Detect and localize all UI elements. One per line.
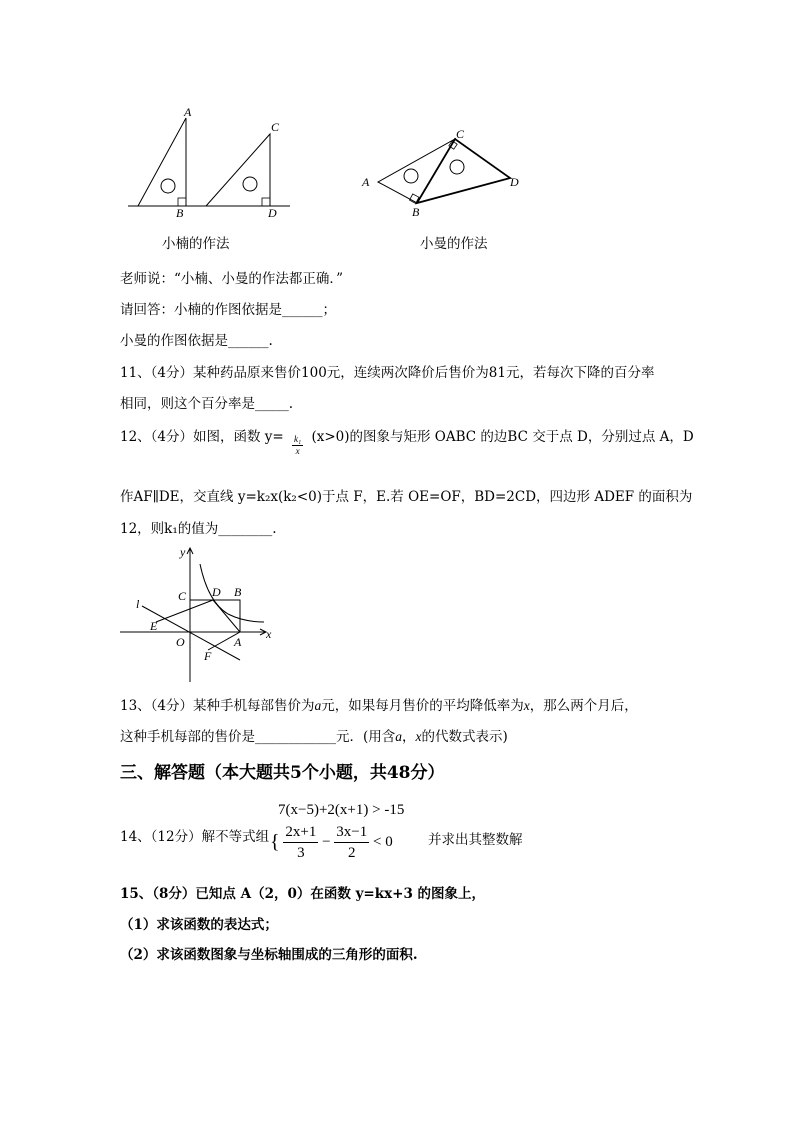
label-c2: C (456, 127, 465, 141)
q15-part-1: （1）求该函数的表达式； (120, 917, 278, 933)
graph-label-a: A (234, 635, 242, 649)
set-square-4 (417, 139, 510, 203)
set-square-3-hole (404, 169, 418, 183)
graph-label-l: l (136, 597, 140, 611)
caption-xiaoman: 小曼的作法 (420, 236, 488, 252)
q14-fraction-2: $\frac{3x-1}{2}$ (336, 824, 368, 861)
set-square-2-hole (243, 177, 257, 191)
q12-line3: 12，则k₁的值为________. (120, 521, 277, 537)
label-b: B (176, 206, 184, 220)
q12-line1-a: 12、（4分）如图，函数 y= (120, 429, 284, 445)
figure-coordinate-graph (116, 544, 280, 689)
segment-de (156, 600, 213, 622)
q15-part-2: （2）求该函数图象与坐标轴围成的三角形的面积. (120, 947, 418, 963)
graph-label-c: C (178, 589, 187, 603)
q14-inequality-2: { $\frac{2x+1}{3}$ − $\frac{3x-1}{2}$ < 0 (270, 824, 393, 861)
q12-line1-b: (x>0)的图象与矩形 OABC 的边BC 交于点 D，分别过点 A，D (311, 429, 694, 445)
section-heading: 三、解答题（本大题共5个小题，共48分） (120, 763, 445, 783)
right-angle-mark-d (262, 198, 270, 206)
figure-constructions (120, 100, 540, 225)
teacher-remark: 老师说：“小楠、小曼的作法都正确．” (120, 271, 344, 287)
set-square-1 (138, 118, 186, 206)
caption-xiaonan: 小楠的作法 (162, 236, 230, 252)
q14-inequality-1: 7(x−5)+2(x+1) > -15 (278, 802, 405, 818)
label-c: C (271, 120, 280, 134)
q14-prefix: 14、（12分）解不等式组 (120, 829, 270, 845)
var-x: x (523, 698, 530, 713)
q13-line2: 这种手机每部的售价是____________元．(用含a，x的代数式表示) (120, 729, 508, 745)
graph-label-y: y (180, 545, 186, 559)
label-a: A (184, 105, 192, 119)
k1-over-x-fraction: $\frac{\text{k₁}}{x}$ (294, 434, 302, 456)
q12-line2: 作AF∥DE，交直线 y=k₂x(k₂<0)于点 F，E.若 OE=OF，BD=2CD，四边形 ADEF 的面积为 (120, 489, 693, 505)
label-d: D (268, 206, 277, 220)
q14-fraction-1: $\frac{2x+1}{3}$ (285, 824, 317, 861)
set-square-2 (206, 134, 270, 206)
label-d2: D (510, 175, 519, 189)
q14-suffix: 并求出其整数解 (428, 832, 523, 848)
graph-label-b: B (234, 585, 242, 599)
set-square-1-hole (161, 179, 175, 193)
q13-line1: 13、（4分）某种手机每部售价为a元，如果每月售价的平均降低率为x，那么两个月后， (120, 698, 638, 714)
set-square-4-hole (450, 160, 464, 174)
q12-line1 (120, 426, 694, 456)
graph-label-o: O (176, 635, 185, 649)
var-a: a (314, 698, 322, 713)
label-a2: A (362, 175, 370, 189)
hyperbola-curve (200, 564, 264, 622)
q11-line1: 11、（4分）某种药品原来售价100元，连续两次降价后售价为81元，若每次下降的百分率 (120, 365, 655, 381)
graph-label-d: D (212, 585, 221, 599)
q15-stem: 15、（8分）已知点 A（2，0）在函数 y=kx+3 的图象上， (120, 886, 486, 902)
graph-label-f: F (204, 649, 212, 663)
label-b2: B (412, 205, 420, 219)
graph-label-e: E (150, 619, 158, 633)
answer-xiaoman: 小曼的作图依据是______. (120, 333, 273, 349)
q11-line2: 相同，则这个百分率是_____. (120, 396, 294, 412)
segment-ad (213, 600, 240, 632)
q14-brace: { (270, 831, 280, 853)
answer-xiaonan: 请回答：小楠的作图依据是______； (120, 302, 336, 318)
right-angle-mark-b (178, 198, 186, 206)
graph-label-x: x (266, 627, 272, 641)
